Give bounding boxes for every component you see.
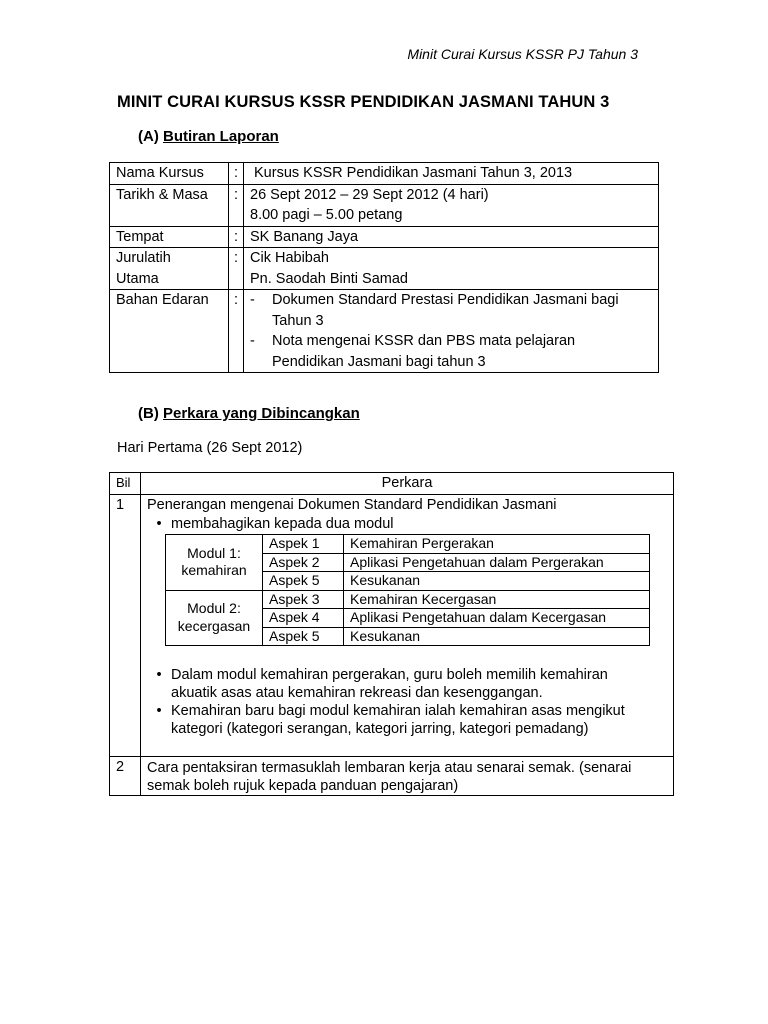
dash-marker: -: [250, 333, 255, 349]
info-colon: :: [229, 163, 244, 185]
row-number: 2: [110, 757, 141, 796]
table-row: [110, 494, 674, 757]
header-bil: Bil: [110, 473, 141, 495]
handout-item: [250, 290, 652, 331]
info-row-nama-kursus: [110, 163, 659, 185]
info-label: Tempat: [110, 226, 229, 248]
row-intro: Penerangan mengenai Dokumen Standard Pendidikan Jasmani: [147, 496, 557, 513]
bullet-marker: •: [156, 516, 162, 532]
bullet-text: [171, 666, 608, 702]
module-name-line: Modul 2:: [187, 600, 241, 617]
handout-text: [272, 290, 619, 331]
info-row-bahan-edaran: [110, 290, 659, 373]
aspek-desc: Kesukanan: [344, 572, 650, 591]
bullet-item: [147, 515, 667, 533]
aspek-label: Aspek 3: [263, 590, 344, 609]
module-row: [166, 590, 650, 609]
info-row-tarikh: [110, 184, 659, 226]
info-value-line: Cik Habibah: [250, 250, 329, 266]
module-row: [166, 535, 650, 554]
info-label-line: Jurulatih: [116, 250, 171, 266]
info-label-line: Utama: [116, 270, 159, 287]
aspek-label: Aspek 1: [263, 535, 344, 554]
report-details-table: [109, 162, 659, 373]
info-value-line: Pn. Saodah Binti Samad: [250, 270, 408, 287]
info-value-line: 26 Sept 2012 – 29 Sept 2012 (4 hari): [250, 186, 489, 203]
module-name-line: kecergasan: [177, 617, 251, 634]
bullet-item: [147, 666, 667, 702]
info-colon: :: [229, 248, 244, 290]
handout-item: [250, 331, 652, 372]
info-value: [244, 248, 659, 290]
info-value: [244, 184, 659, 226]
bullet-marker: •: [156, 703, 162, 719]
handout-line: Tahun 3: [272, 312, 324, 329]
module-name-line: kemahiran: [181, 562, 247, 579]
aspek-desc: Kemahiran Pergerakan: [344, 535, 650, 554]
table-header-row: [110, 473, 674, 495]
info-row-jurulatih: [110, 248, 659, 290]
day-heading: Hari Pertama (26 Sept 2012): [117, 440, 303, 456]
bullet-text-line: kategori (kategori serangan, kategori jarring, kategori pemadang): [171, 721, 589, 737]
aspek-desc: Aplikasi Pengetahuan dalam Pergerakan: [344, 553, 650, 572]
info-label: Bahan Edaran: [110, 290, 229, 373]
info-colon: :: [229, 226, 244, 248]
handout-line: Pendidikan Jasmani bagi tahun 3: [272, 353, 486, 370]
info-label: Nama Kursus: [110, 163, 229, 185]
handout-line: Dokumen Standard Prestasi Pendidikan Jasmani bagi: [272, 292, 619, 308]
info-colon: :: [229, 290, 244, 373]
module-name: [166, 590, 263, 646]
bullet-text: [171, 702, 625, 738]
aspek-desc: Kesukanan: [344, 627, 650, 646]
info-row-tempat: [110, 226, 659, 248]
info-value: [244, 163, 659, 185]
table-row: [110, 757, 674, 796]
info-value-text: Kursus KSSR Pendidikan Jasmani Tahun 3, 2013: [254, 165, 573, 181]
handout-text: [272, 331, 575, 372]
dash-marker: -: [250, 292, 255, 308]
handout-line: Nota mengenai KSSR dan PBS mata pelajaran: [272, 333, 576, 349]
module-table: [165, 534, 650, 646]
aspek-desc: Aplikasi Pengetahuan dalam Kecergasan: [344, 609, 650, 628]
bullet-text-line: akuatik asas atau kemahiran rekreasi dan kesenggangan.: [171, 685, 543, 701]
info-value: SK Banang Jaya: [244, 226, 659, 248]
info-label: [110, 248, 229, 290]
aspek-label: Aspek 5: [263, 627, 344, 646]
row-text-line: semak boleh rujuk kepada panduan pengajaran): [147, 778, 459, 794]
module-name: [166, 535, 263, 591]
section-a-marker: (A): [138, 128, 159, 145]
row-text-line: Cara pentaksiran termasuklah lembaran kerja atau senarai semak. (senarai: [147, 760, 632, 776]
aspek-label: Aspek 2: [263, 553, 344, 572]
section-b-marker: (B): [138, 405, 159, 422]
discussion-items-table: [109, 472, 674, 796]
bullet-text: membahagikan kepada dua modul: [171, 516, 394, 532]
section-b-heading: [138, 405, 360, 422]
bullet-text-line: Kemahiran baru bagi modul kemahiran ialah kemahiran asas mengikut: [171, 703, 625, 719]
aspek-label: Aspek 5: [263, 572, 344, 591]
row-number: 1: [110, 494, 141, 757]
bullet-item: [147, 702, 667, 738]
aspek-label: Aspek 4: [263, 609, 344, 628]
aspek-desc: Kemahiran Kecergasan: [344, 590, 650, 609]
info-label: Tarikh & Masa: [110, 184, 229, 226]
section-b-title: Perkara yang Dibincangkan: [163, 405, 360, 422]
info-colon: :: [229, 184, 244, 226]
info-value: [244, 290, 659, 373]
row-content: [141, 494, 674, 757]
document-title: MINIT CURAI KURSUS KSSR PENDIDIKAN JASMANI TAHUN 3: [117, 93, 610, 111]
module-name-line: Modul 1:: [187, 544, 241, 561]
header-perkara: Perkara: [141, 473, 674, 495]
bullet-text-line: Dalam modul kemahiran pergerakan, guru boleh memilih kemahiran: [171, 667, 608, 683]
running-header: Minit Curai Kursus KSSR PJ Tahun 3: [407, 46, 638, 62]
info-value-line: 8.00 pagi – 5.00 petang: [250, 207, 403, 223]
row-content: [141, 757, 674, 796]
bullet-marker: •: [156, 667, 162, 683]
section-a-heading: [138, 128, 279, 145]
section-a-title: Butiran Laporan: [163, 128, 279, 145]
